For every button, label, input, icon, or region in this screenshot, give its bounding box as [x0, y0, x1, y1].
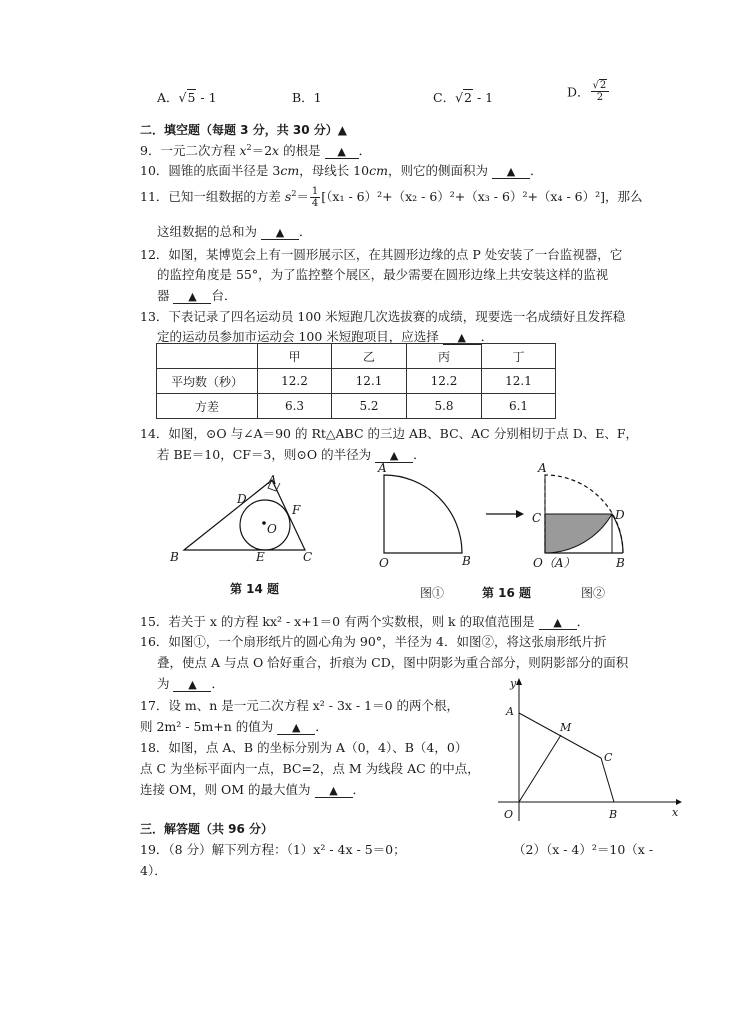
question-13-line-2: 定的运动员参加市运动会 100 米短跑项目，应选择 ▲ ． — [157, 329, 494, 344]
question-15: 15．若关于 x 的方程 kx² - x+1＝0 有两个实数根，则 k 的取值范围是 ▲ ． — [140, 614, 590, 629]
question-18-line-1: 18．如图，点 A、B 的坐标分别为 A（0，4）、B（4，0） — [140, 740, 468, 755]
label-o: O — [379, 556, 389, 570]
label-o: O — [504, 808, 514, 821]
label-c: C — [303, 550, 313, 564]
answer-blank[interactable]: ▲ — [261, 227, 299, 240]
label-b: B — [609, 808, 618, 821]
question-14-line-1: 14．如图，⊙O 与∠A＝90 的 Rt△ABC 的三边 AB、BC、AC 分别相切于点 D、E、F， — [140, 426, 639, 441]
figure-16-2-caption: 图② — [581, 586, 606, 600]
table-header-cell — [157, 344, 258, 369]
question-9: 9．一元二次方程 $x^2=2x$ 的根是 ▲ ． — [140, 143, 372, 158]
label-a: A — [268, 473, 277, 487]
question-16-line-3: 为 ▲ ． — [157, 676, 224, 691]
label-b: B — [616, 556, 625, 570]
figures-row — [160, 460, 650, 610]
label-e: E — [256, 550, 265, 564]
sector — [384, 475, 462, 553]
question-11-line-1: 11．已知一组数据的方差 $s^2=$ $\frac{1}{4}$ [（x₁ - 6）²+（x₂ - 6）²+（x₃ - 6）²+（x₄ - 6）²]，那么 — [140, 186, 643, 209]
table-cell: 12.1 — [332, 369, 407, 394]
question-19-part-1: 19．（8 分）解下列方程：（1）x² - 4x - 5＝0； — [140, 842, 406, 857]
answer-blank[interactable]: ▲ — [173, 679, 211, 692]
section-2-title: 二．填空题（每题 3 分，共 30 分）▲ — [140, 123, 347, 137]
question-18-line-2: 点 C 为坐标平面内一点，BC=2，点 M 为线段 AC 的中点， — [140, 761, 480, 776]
label-c: C — [604, 751, 613, 764]
figure-16-1-caption: 图① — [420, 586, 445, 600]
question-12-line-1: 12．如图，某博览会上有一圆形展示区，在其圆形边缘的点 P 处安装了一台监视器，它 — [140, 247, 623, 262]
label-a: A — [506, 705, 514, 718]
center-point — [262, 521, 266, 525]
question-16-line-1: 16．如图①，一个扇形纸片的圆心角为 90°，半径为 4．如图②，将这张扇形纸片折 — [140, 634, 607, 649]
question-16-line-2: 叠，使点 A 与点 O 恰好重合，折痕为 CD，图中阴影为重合部分，则阴影部分的面积 — [157, 655, 629, 670]
answer-blank[interactable]: ▲ — [492, 166, 530, 179]
answer-blank[interactable]: ▲ — [539, 617, 577, 630]
question-17-line-2: 则 2m² - 5m+n 的值为 ▲ ． — [140, 719, 328, 734]
section-3-title: 三．解答题（共 96 分） — [140, 822, 274, 836]
table-cell: 方差 — [157, 394, 258, 419]
label-a: A — [538, 461, 547, 475]
table-header-cell: 丁 — [482, 344, 556, 369]
figure-14 — [169, 473, 312, 596]
arrow-icon — [486, 510, 524, 518]
option-b: B．1 — [292, 90, 322, 105]
inscribed-circle — [240, 500, 290, 550]
label-o: O — [267, 522, 277, 536]
question-19-cont: 4）． — [140, 863, 167, 878]
data-table — [156, 343, 556, 419]
label-x: x — [672, 806, 679, 819]
label-d: D — [237, 492, 247, 506]
table-cell: 5.8 — [407, 394, 482, 419]
answer-blank[interactable]: ▲ — [315, 785, 353, 798]
table-row — [157, 369, 556, 394]
question-14-line-2: 若 BE＝10，CF＝3，则⊙O 的半径为 ▲ ． — [157, 447, 426, 462]
figure-14-caption: 第 14 题 — [230, 582, 280, 596]
option-c: C．√2 - 1 — [433, 90, 494, 105]
option-d: D． $\frac{√2}{2}$ — [567, 80, 610, 103]
label-b: B — [462, 554, 471, 568]
figure-18 — [494, 675, 684, 825]
question-10: 10．圆锥的底面半径是 3cm，母线长 10cm，则它的侧面积为 ▲ ． — [140, 163, 543, 178]
segment-om — [519, 735, 561, 802]
label-d: D — [615, 508, 625, 522]
question-18-line-3: 连接 OM，则 OM 的最大值为 ▲ ． — [140, 782, 366, 797]
table-cell: 6.3 — [258, 394, 332, 419]
question-12-line-3: 器 ▲ 台． — [157, 288, 237, 303]
label-f: F — [292, 503, 301, 517]
figure-16-2 — [532, 461, 625, 600]
answer-blank[interactable]: ▲ — [325, 146, 359, 159]
table-cell: 12.1 — [482, 369, 556, 394]
table-cell: 6.1 — [482, 394, 556, 419]
table-cell: 平均数（秒） — [157, 369, 258, 394]
answer-blank[interactable]: ▲ — [375, 450, 413, 463]
figure-16-caption: 第 16 题 — [482, 586, 532, 600]
question-11-line-2: 这组数据的总和为 ▲ ． — [157, 224, 312, 239]
table-cell: 12.2 — [407, 369, 482, 394]
question-19-part-2: （2）（x - 4）²＝10（x - — [513, 842, 654, 857]
answer-blank[interactable]: ▲ — [277, 722, 315, 735]
table-header-cell: 甲 — [258, 344, 332, 369]
table-cell: 12.2 — [258, 369, 332, 394]
answer-blank[interactable]: ▲ — [173, 291, 211, 304]
table-cell: 5.2 — [332, 394, 407, 419]
option-a: A．√5 - 1 — [157, 90, 217, 105]
label-c: C — [532, 511, 542, 525]
answer-blank[interactable]: ▲ — [443, 332, 481, 345]
label-m: M — [560, 721, 572, 734]
question-13-line-1: 13．下表记录了四名运动员 100 米短跑几次选拔赛的成绩，现要选一名成绩好且发挥稳 — [140, 309, 626, 324]
question-17-line-1: 17．设 m、n 是一元二次方程 x² - 3x - 1＝0 的两个根， — [140, 698, 460, 713]
label-a: A — [378, 461, 387, 475]
question-12-line-2: 的监控角度是 55°，为了监控整个展区，最少需要在圆形边缘上共安装这样的监视 — [157, 267, 609, 282]
table-header-cell: 乙 — [332, 344, 407, 369]
fraction: $\frac{1}{4}$ — [311, 186, 319, 209]
label-y: y — [510, 677, 517, 690]
table-header-cell: 丙 — [407, 344, 482, 369]
table-row — [157, 394, 556, 419]
figure-16-1 — [377, 461, 471, 600]
label-b: B — [170, 550, 179, 564]
table-header-row — [157, 344, 556, 369]
label-o-a: O（A） — [533, 556, 576, 570]
shaded-region — [545, 514, 612, 553]
